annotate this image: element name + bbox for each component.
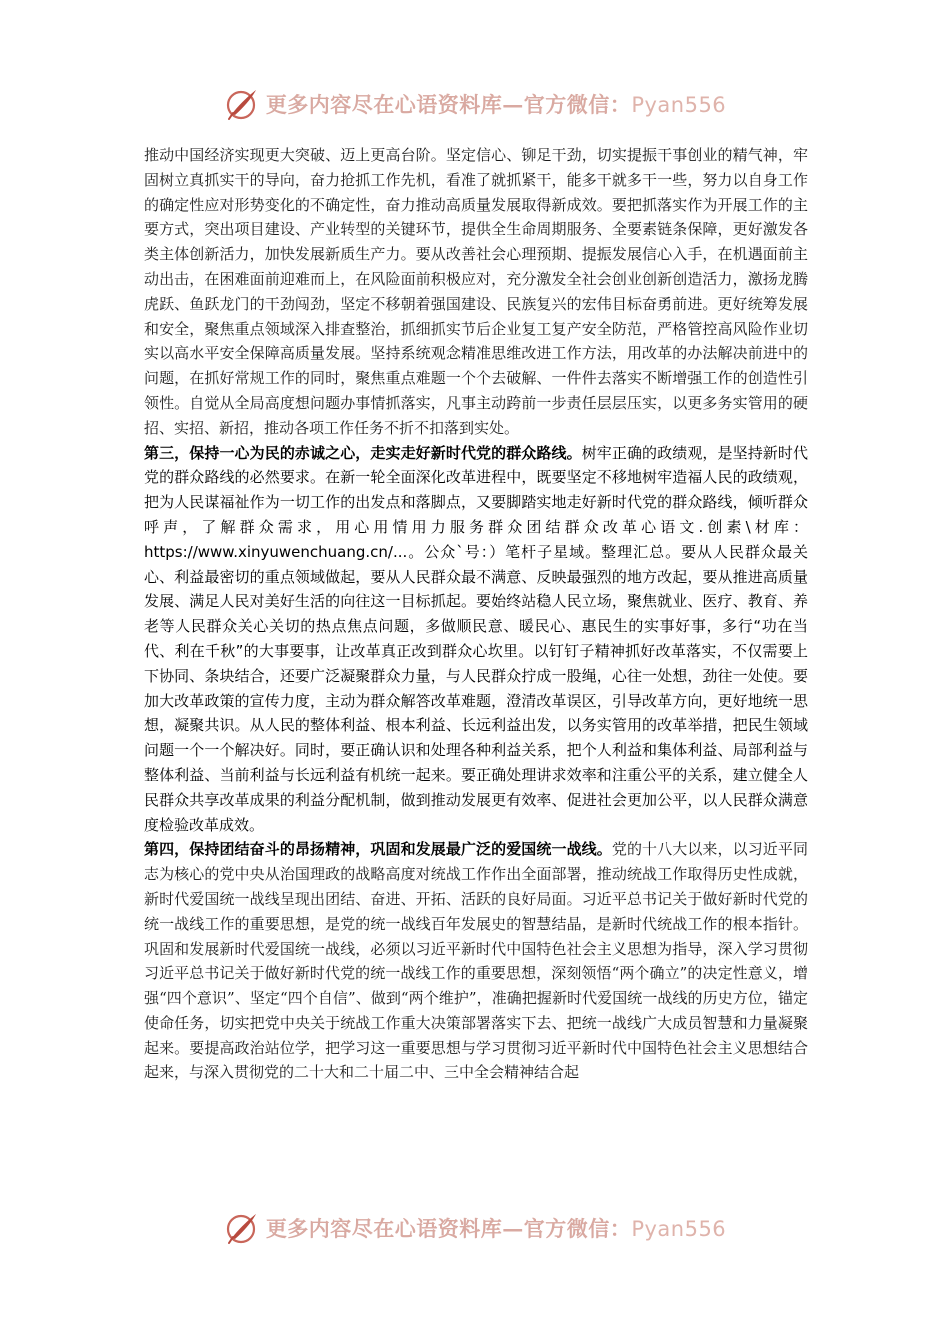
pen-quill-logo-icon — [224, 1210, 260, 1246]
paragraph-body: 党的十八大以来，以习近平同志为核心的党中央从治国理政的战略高度对统战工作作出全面部署，推动统战工作取得历史性成就，新时代爱国统一战线呈现出团结、奋进、开拓、活跃的良好局面。习近平总书记关于做好新时代党的统一战线工作的重要思想，是党的统一战线百年发展史的智慧结晶，是新时代统战工作的根本指针。巩固和发展新时代爱国统一战线，必须以习近平新时代中国特色社会主义思想为指导，深入学习贯彻习近平总书记关于做好新时代党的统一战线工作的重要思想，深刻领悟“两个确立”的决定性意义，增强“四个意识”、坚定“四个自信”、做到“两个维护”，准确把握新时代爱国统一战线的历史方位，锚定使命任务，切实把党中央关于统战工作重大决策部署落实下去、把统一战线广大成员智慧和力量凝聚起来。要提高政治站位学，把学习这一重要思想与学习贯彻习近平新时代中国特色社会主义思想结合起来，与深入贯彻党的二十大和二十届二中、三中全会精神结合起 — [144, 840, 808, 1082]
paragraph-section-four — [144, 837, 808, 1085]
banner-text — [266, 1213, 726, 1243]
banner-wechat-id: Pyan556 — [631, 1217, 727, 1241]
paragraph-section-three — [144, 441, 808, 838]
section-heading-three: 第三，保持一心为民的赤诚之心，走实走好新时代党的群众路线。 — [144, 443, 582, 462]
paragraph-body: 树牢正确的政绩观，是坚持新时代党的群众路线的必然要求。在新一轮全面深化改革进程中，既要坚定不移地树牢造福人民的政绩观，把为人民谋福祉作为一切工作的出发点和落脚点，又要脚踏实地走好新时代党的群众路线，倾听群众呼声，了解群众需求，用心用情用力服务群众团结群众改革心语文.创素\材库：https://www.xinyuwenchuang.cn/...。公众`号：）笔杆子星域。整理汇总。要从人民群众最关心、利益最密切的重点领域做起，要从人民群众最不满意、反映最强烈的地方改起，要从推进高质量发展、满足人民对美好生活的向往这一目标抓起。要始终站稳人民立场，聚焦就业、医疗、教育、养老等人民群众关心关切的热点焦点问题，多做顺民意、暖民心、惠民生的实事好事，多行“功在当代、利在千秋”的大事要事，让改革真正改到群众心坎里。以钉钉子精神抓好改革落实，不仅需要上下协同、条块结合，还要广泛凝聚群众力量，与人民群众拧成一股绳，心往一处想，劲往一处使。要加大改革政策的宣传力度，主动为群众解答改革难题，澄清改革误区，引导改革方向，更好地统一思想，凝聚共识。从人民的整体利益、根本利益、长远利益出发，以务实管用的改革举措，把民生领域问题一个一个解决好。同时，要正确认识和处理各种利益关系，把个人利益和集体利益、局部利益与整体利益、当前利益与长远利益有机统一起来。要正确处理讲求效率和注重公平的关系，建立健全人民群众共享改革成果的利益分配机制，做到推动发展更有效率、促进社会更加公平，以人民群众满意度检验改革成效。 — [144, 443, 808, 834]
banner-wechat-id: Pyan556 — [631, 93, 727, 117]
document-body — [144, 143, 808, 1085]
banner-text-cn: 更多内容尽在心语资料库—官方微信： — [265, 1216, 632, 1241]
banner-text-cn: 更多内容尽在心语资料库—官方微信： — [265, 92, 632, 117]
paragraph-body: 推动中国经济实现更大突破、迈上更高台阶。坚定信心、铆足干劲，切实提振干事创业的精气神，牢固树立真抓实干的导向，奋力抢抓工作先机，看准了就抓紧干，能多干就多干一些，努力以自身工作的确定性应对形势变化的不确定性，奋力推动高质量发展取得新成效。要把抓落实作为开展工作的主要方式，突出项目建设、产业转型的关键环节，提供全生命周期服务、全要素链条保障，更好激发各类主体创新活力，加快发展新质生产力。要从改善社会心理预期、提振发展信心入手，在机遇面前主动出击，在困难面前迎难而上，在风险面前积极应对，充分激发全社会创业创新创造活力，激扬龙腾虎跃、鱼跃龙门的干劲闯劲，坚定不移朝着强国建设、民族复兴的宏伟目标奋勇前进。更好统筹发展和安全，聚焦重点领域深入排查整治，抓细抓实节后企业复工复产安全防范，严格管控高风险作业切实以高水平安全保障高质量发展。坚持系统观念精准思维改进工作方法，用改革的办法解决前进中的问题，在抓好常规工作的同时，聚焦重点难题一个个去破解、一件件去落实不断增强工作的创造性引领性。自觉从全局高度想问题办事情抓落实，凡事主动跨前一步责任层层压实，以更多务实管用的硬招、实招、新招，推动各项工作任务不折不扣落到实处。 — [144, 146, 808, 437]
section-heading-four: 第四，保持团结奋斗的昂扬精神，巩固和发展最广泛的爱国统一战线。 — [144, 840, 612, 859]
footer-watermark-banner — [0, 1208, 950, 1248]
pen-quill-logo-icon — [224, 86, 260, 122]
paragraph-continuation — [144, 143, 808, 441]
banner-text — [266, 89, 726, 119]
header-watermark-banner — [0, 84, 950, 124]
